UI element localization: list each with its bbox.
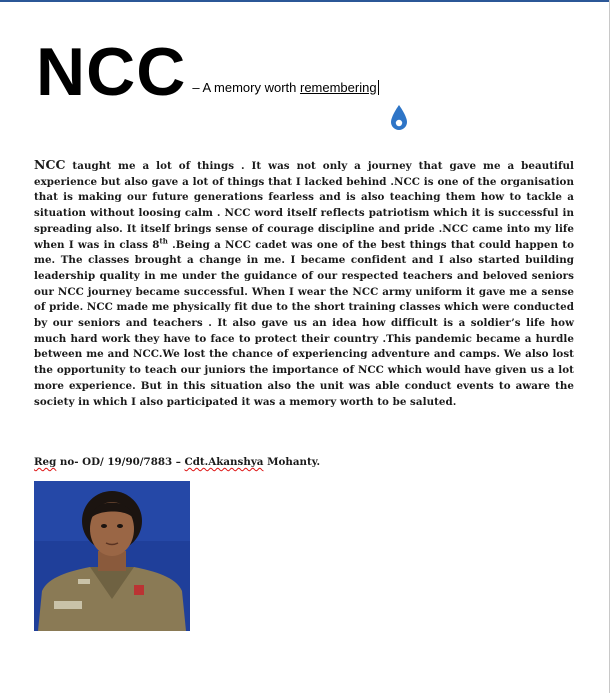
essay-paragraph	[34, 157, 574, 410]
essay-lead-word: NCC	[34, 157, 66, 172]
reg-label: Reg	[34, 456, 57, 468]
title-row	[36, 30, 379, 110]
registration-line	[34, 456, 320, 468]
droplet-icon[interactable]	[389, 104, 409, 132]
essay-text-part-1: taught me a lot of things . It was not only a journey that gave me a beautiful experience but also gave a lot of things that I lacked behind .NCC is one of the organisation that is making our future generations fearless and is also teaching them how to tackle a situation without loosing calm . NCC word itself reflects patriotism which it is successful in spreading also. It itself brings sense of courage discipline and pride .NCC came into my life when I was in class 8	[34, 160, 574, 251]
subtitle-highlighted-word: remembering	[299, 80, 377, 95]
essay-text-part-2: .Being a NCC cadet was one of the best things that could happen to me. The classes brought a change in me. I became confident and I also started building leadership quality in me under the guidance of our respected teachers and beloved seniors our NCC journey became successful. When I wear the NCC army uniform it gave me a sense of pride. NCC made me physically fit due to the short training classes which were conducted by our seniors and teachers . It also gave us an idea how difficult is a soldier’s life how much hard work they have to face to protect their country .This pandemic became a hurdle between me and NCC.We lost the chance of experiencing adventure and camps. We also lost the opportunity to teach our juniors the importance of NCC which would have given us a lot more experience. But in this situation also the unit was able conduct events to aware the society in which I also participated it was a memory worth to be saluted.	[34, 238, 574, 408]
text-cursor	[378, 80, 379, 95]
reg-number: no- OD/ 19/90/7883 –	[56, 456, 185, 468]
subtitle-prefix: – A memory worth	[192, 80, 300, 95]
cadet-name: Cdt.Akanshya	[184, 456, 264, 468]
page-title: NCC	[36, 34, 187, 110]
cadet-photo[interactable]	[34, 481, 190, 631]
cadet-surname: Mohanty.	[263, 456, 321, 468]
ordinal-superscript: th	[159, 236, 168, 246]
page-subtitle[interactable]	[192, 80, 378, 95]
